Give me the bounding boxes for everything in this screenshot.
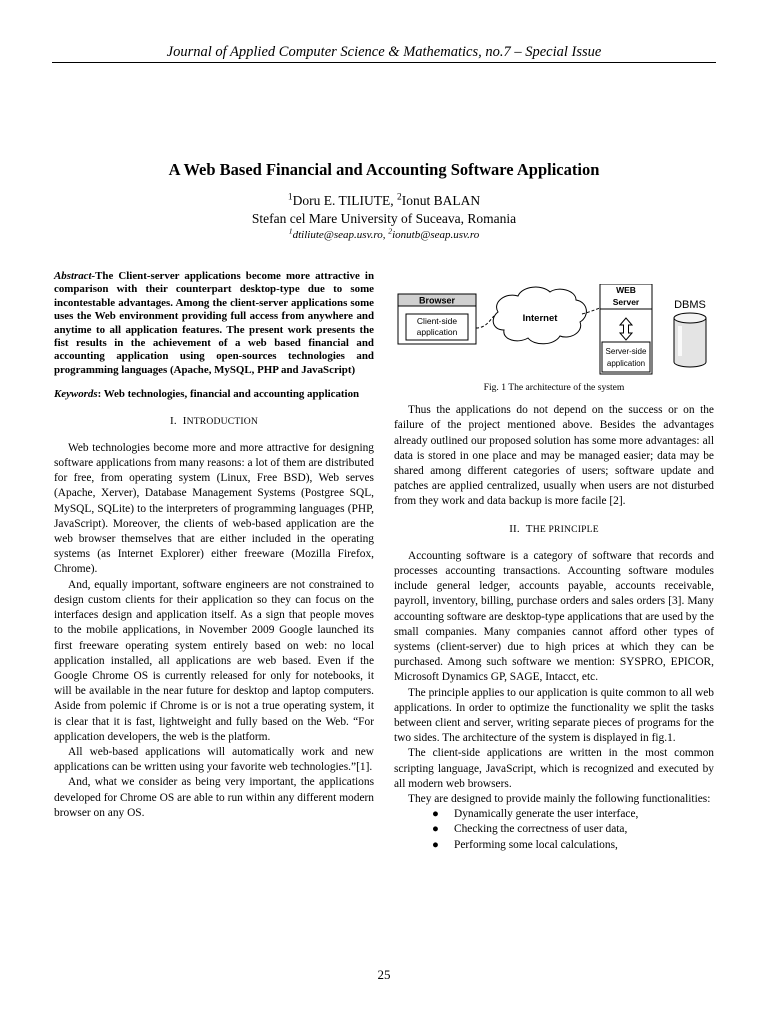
- right-paragraph-1: Thus the applications do not depend on the success or on the failure of the project mentioned above. Besides the advantages already outlined our proposed solution has some more advantages: all data is stored in one place and may be managed easier; data may be shared among different categories of users; software update and patches are applied centralized, usually when users are not disturbed from they work and data backup is more facile [2].: [394, 404, 714, 508]
- architecture-figure: [394, 284, 714, 376]
- principle-paragraph-2: The principle applies to our application is quite common to all web applications. In order to optimize the functionality we split the tasks between client and server, writing separate pieces of programs for the two sides. The architecture of the system is displayed in fig.1.: [394, 686, 714, 745]
- intro-paragraph-2: And, equally important, software engineers are not constrained to design custom clients for their application so they can focus on the interfaces design and application itself. As a sign that people moves to the mobile applications, in November 2009 Google launched its first freeware operating system entirely based on web: no local application installed, all applications are web based. Even if the Google Chrome OS is currently released for only for notebooks, it will be available in the near future for desktop and laptop computers. Aside from polemic if Chrome is or is not a true operating system, it is clear that it is fast, lightweight and fully based on the Web. “For application developers, the web is the platform.: [54, 578, 374, 743]
- list-item-text: Dynamically generate the user interface,: [454, 808, 639, 821]
- abstract: [54, 270, 374, 377]
- server-label-1: Server-side: [605, 347, 647, 356]
- section-heading-introduction: [54, 414, 374, 429]
- author2-sup: 2: [396, 192, 402, 203]
- section1-num: I.: [169, 414, 177, 427]
- abstract-label: Abstract-: [54, 270, 96, 282]
- list-item: [432, 838, 714, 853]
- web-label-1: WEB: [616, 285, 636, 295]
- section2-num: II.: [509, 522, 520, 535]
- emails: [0, 226, 768, 241]
- section1-rest: NTRODUCTION: [186, 415, 259, 427]
- list-item-text: Performing some local calculations,: [454, 838, 618, 851]
- keywords-text: : Web technologies, financial and accounting application: [97, 388, 360, 401]
- intro-paragraph-3: All web-based applications will automatically work and new applications can be written using your favorite web technologies.”[1].: [54, 745, 374, 774]
- author1-sup: 1: [287, 192, 293, 203]
- page-number: 25: [377, 967, 391, 982]
- connector-browser-internet: [476, 316, 494, 328]
- keywords: [54, 388, 374, 401]
- section2-rest: HE PRINCIPLE: [532, 523, 599, 535]
- affiliation: Stefan cel Mare University of Suceava, Romania: [251, 211, 517, 226]
- bullet-icon: ●: [432, 808, 439, 821]
- client-label-2: application: [416, 327, 458, 337]
- server-label-2: application: [606, 359, 646, 368]
- section2-first: T: [525, 522, 533, 535]
- list-item: [432, 822, 714, 837]
- internet-label: Internet: [522, 313, 558, 324]
- section1-first: I: [182, 414, 187, 427]
- email1-sup: 1: [288, 226, 293, 236]
- dbms-label: DBMS: [674, 299, 706, 311]
- bullet-icon: ●: [432, 823, 439, 836]
- left-column: [54, 270, 374, 821]
- author2: Ionut BALAN: [401, 193, 481, 208]
- list-item: [432, 807, 714, 822]
- functionality-list: [394, 807, 714, 853]
- intro-paragraph-1: Web technologies become more and more attractive for designing software applications from many reasons: a lot of them are distributed for free, from operating system (Linux, Free BSD), Web serves (Apache, Xerver), Database Management Systems (Postgree SQL, MySQL, SQLite) to the interpreters of programming languages (PHP, JavaScript). Moreover, the clients of web-based application are the web browser themselves that are either included in the operating systems (as Internet Explorer) either freeware (Mozilla Firefox, Chrome).: [54, 441, 374, 576]
- keywords-label: Keywords: [54, 388, 98, 401]
- authors: [0, 193, 768, 209]
- web-label-2: Server: [612, 297, 640, 307]
- principle-paragraph-4: They are designed to provide mainly the following functionalities:: [408, 793, 711, 806]
- client-label-1: Client-side: [416, 316, 458, 326]
- author1: Doru E. TILIUTE,: [292, 193, 397, 208]
- paper-title: A Web Based Financial and Accounting Software Application: [168, 160, 600, 179]
- figure-caption: Fig. 1 The architecture of the system: [483, 382, 625, 393]
- browser-label: Browser: [418, 295, 456, 306]
- intro-paragraph-4: And, what we consider as being very important, the applications developed for Chrome OS are able to run within any different modern browser on any OS.: [54, 776, 374, 819]
- abstract-text: The Client-server applications become more attractive in comparison with their counterpart desktop-type due to some incontestable advantages. Among the client-server applications some uses the Web environment providing full access from anywhere and anytime to all application features. The present work presents the fist results in the achievement of a web based financial and accounting application using open-sources technologies and programming languages (Apache, MySQL, PHP and JavaScript): [54, 270, 374, 376]
- email2-sup: 2: [388, 226, 393, 236]
- email1: dtiliute@seap.usv.ro,: [292, 229, 389, 241]
- database-highlight: [678, 326, 682, 356]
- header-rule: [52, 62, 716, 63]
- journal-header: Journal of Applied Computer Science & Mathematics, no.7 – Special Issue: [166, 44, 602, 60]
- bullet-icon: ●: [432, 838, 439, 851]
- principle-paragraph-1: Accounting software is a category of software that records and processes accounting transactions. Accounting software modules include general ledger, accounts payable, accounts receivable, payroll, inventory, billing, purchase orders and sales orders [3]. Many accounting software are desktop-type applications that are used by the small companies. Many companies cannot afford other types of systems (client-server) due to high prices at which they can be purchased. Among such software we mention: SYSPRO, EPICOR, Microsoft Dynamics GP, SAGE, Intacct, etc.: [394, 549, 714, 684]
- right-column: [394, 284, 714, 853]
- architecture-diagram: [394, 284, 714, 376]
- list-item-text: Checking the correctness of user data,: [454, 823, 628, 836]
- email2: ionutb@seap.usv.ro: [392, 229, 480, 241]
- principle-paragraph-3: The client-side applications are written in the most common scripting language, JavaScript, which is recognized and executed by all modern web browsers.: [394, 747, 714, 790]
- section-heading-principle: [394, 522, 714, 537]
- database-icon: [674, 313, 706, 323]
